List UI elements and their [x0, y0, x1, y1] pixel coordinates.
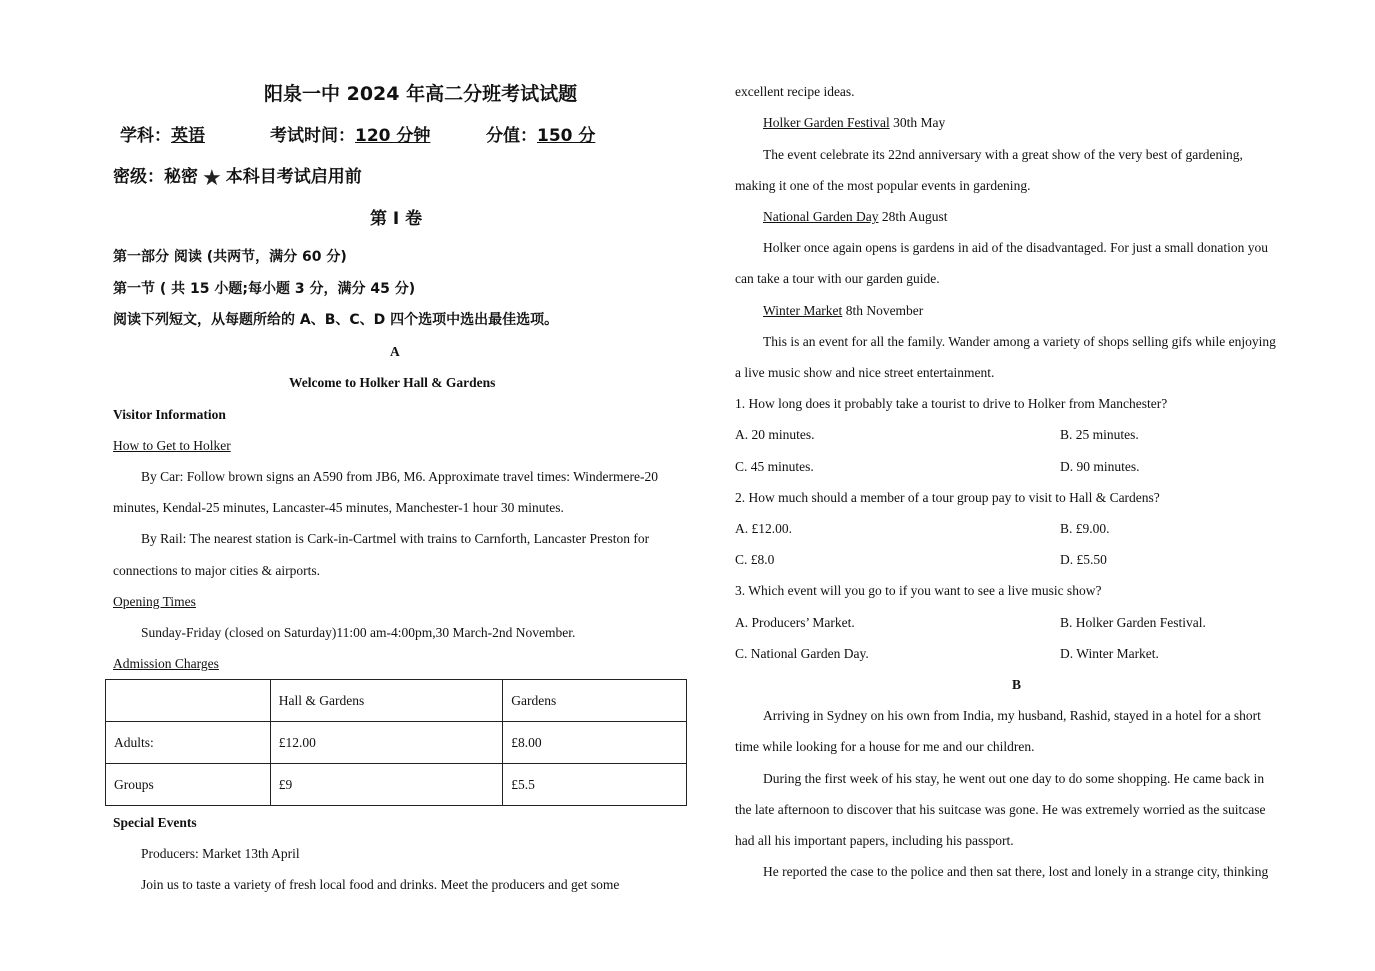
table-cell: Groups — [106, 764, 271, 806]
table-cell: Adults: — [106, 722, 271, 764]
part-one-heading: 第一部分 阅读 (共两节，满分 60 分) — [113, 249, 347, 265]
producers-market-heading: Producers: Market 13th April — [141, 846, 300, 861]
how-to-get-heading: How to Get to Holker — [113, 438, 231, 453]
admission-table — [105, 679, 687, 806]
by-rail-line-2: connections to major cities & airports. — [113, 563, 320, 578]
question-2-option-c: C. £8.0 — [735, 552, 775, 567]
winter-market-date: 8th November — [842, 303, 924, 318]
question-1-option-a: A. 20 minutes. — [735, 427, 815, 442]
reading-direction: 阅读下列短文，从每题所给的 A、B、C、D 四个选项中选出最佳选项。 — [113, 312, 559, 328]
question-3-stem: 3. Which event will you go to if you want to see a live music show? — [735, 583, 1102, 598]
opening-times-heading: Opening Times — [113, 594, 196, 609]
admission-heading: Admission Charges — [113, 656, 219, 671]
passage-b-p2-line-1: During the first week of his stay, he went out one day to do some shopping. He came back in — [763, 771, 1265, 786]
table-cell: Hall & Gardens — [270, 680, 503, 722]
question-3-option-c: C. National Garden Day. — [735, 646, 869, 661]
score-info: 分值：150 分 — [486, 126, 596, 146]
question-2-option-a: A. £12.00. — [735, 521, 792, 536]
question-3-option-b: B. Holker Garden Festival. — [1060, 615, 1206, 630]
table-cell: £5.5 — [503, 764, 687, 806]
passage-b-letter: B — [1012, 677, 1022, 692]
passage-a-title: Welcome to Holker Hall & Gardens — [289, 375, 496, 390]
question-3-option-a: A. Producers’ Market. — [735, 615, 855, 630]
festival-name: Holker Garden Festival — [763, 115, 890, 130]
producers-text-line-1: Join us to taste a variety of fresh local food and drinks. Meet the producers and get some — [141, 877, 620, 892]
passage-a-letter: A — [390, 344, 400, 359]
question-3-option-d: D. Winter Market. — [1060, 646, 1159, 661]
table-cell: £9 — [270, 764, 503, 806]
passage-b-p3-line-1: He reported the case to the police and then sat there, lost and lonely in a strange city, thinking — [763, 864, 1269, 879]
secret-level: 密级：秘密 ★ 本科目考试启用前 — [113, 166, 362, 191]
question-1-option-c: C. 45 minutes. — [735, 459, 814, 474]
garden-day-date: 28th August — [878, 209, 948, 224]
passage-b-p2-line-2: the late afternoon to discover that his suitcase was gone. He was extremely worried as the suitcase — [735, 802, 1266, 817]
garden-day-text-line-2: can take a tour with our garden guide. — [735, 271, 940, 286]
table-cell: £8.00 — [503, 722, 687, 764]
score-value: 150 分 — [537, 126, 596, 146]
time-info: 考试时间：120 分钟 — [270, 126, 431, 146]
festival-text-line-2: making it one of the most popular events in gardening. — [735, 178, 1031, 193]
subject-value: 英语 — [171, 126, 205, 146]
winter-market-text-line-2: a live music show and nice street entertainment. — [735, 365, 995, 380]
table-row — [106, 764, 687, 806]
time-value: 120 分钟 — [355, 126, 431, 146]
section-one-heading: 第一节 ( 共 15 小题;每小题 3 分，满分 45 分) — [113, 281, 416, 297]
winter-market-name: Winter Market — [763, 303, 843, 318]
garden-day-name: National Garden Day — [763, 209, 879, 224]
by-car-line-1: By Car: Follow brown signs an A590 from JB6, M6. Approximate travel times: Windermere-20 — [141, 469, 659, 484]
visitor-info-heading: Visitor Information — [113, 407, 226, 422]
by-rail-line-1: By Rail: The nearest station is Cark-in-Cartmel with trains to Carnforth, Lancaster Preston for — [141, 531, 650, 546]
garden-day-text-line-1: Holker once again opens is gardens in aid of the disadvantaged. For just a small donation you — [763, 240, 1269, 255]
passage-b-p2-line-3: had all his important papers, including his passport. — [735, 833, 1014, 848]
table-cell: £12.00 — [270, 722, 503, 764]
volume-heading: 第 I 卷 — [370, 209, 423, 229]
question-2-stem: 2. How much should a member of a tour group pay to visit to Hall & Cardens? — [735, 490, 1160, 505]
by-car-line-2: minutes, Kendal-25 minutes, Lancaster-45 minutes, Manchester-1 hour 30 minutes. — [113, 500, 564, 515]
festival-heading — [763, 115, 945, 131]
garden-day-heading — [763, 209, 947, 225]
opening-times-text: Sunday-Friday (closed on Saturday)11:00 am-4:00pm,30 March-2nd November. — [141, 625, 576, 640]
question-2-option-b: B. £9.00. — [1060, 521, 1110, 536]
table-cell — [106, 680, 271, 722]
table-header-row — [106, 680, 687, 722]
question-2-option-d: D. £5.50 — [1060, 552, 1107, 567]
festival-text-line-1: The event celebrate its 22nd anniversary with a great show of the very best of gardening, — [763, 147, 1243, 162]
table-row — [106, 722, 687, 764]
passage-b-p1-line-2: time while looking for a house for me and our children. — [735, 739, 1035, 754]
star-icon: ★ — [202, 166, 222, 191]
passage-b-p1-line-1: Arriving in Sydney on his own from India, my husband, Rashid, stayed in a hotel for a short — [763, 708, 1261, 723]
subject-info: 学科：英语 — [120, 126, 205, 146]
table-cell: Gardens — [503, 680, 687, 722]
winter-market-text-line-1: This is an event for all the family. Wander among a variety of shops selling gifs while enjoying — [763, 334, 1276, 349]
special-events-heading: Special Events — [113, 815, 197, 830]
winter-market-heading — [763, 303, 923, 319]
festival-date: 30th May — [889, 115, 946, 130]
producers-text-line-2: excellent recipe ideas. — [735, 84, 855, 99]
question-1-option-d: D. 90 minutes. — [1060, 459, 1140, 474]
question-1-option-b: B. 25 minutes. — [1060, 427, 1139, 442]
question-1-stem: 1. How long does it probably take a tourist to drive to Holker from Manchester? — [735, 396, 1168, 411]
